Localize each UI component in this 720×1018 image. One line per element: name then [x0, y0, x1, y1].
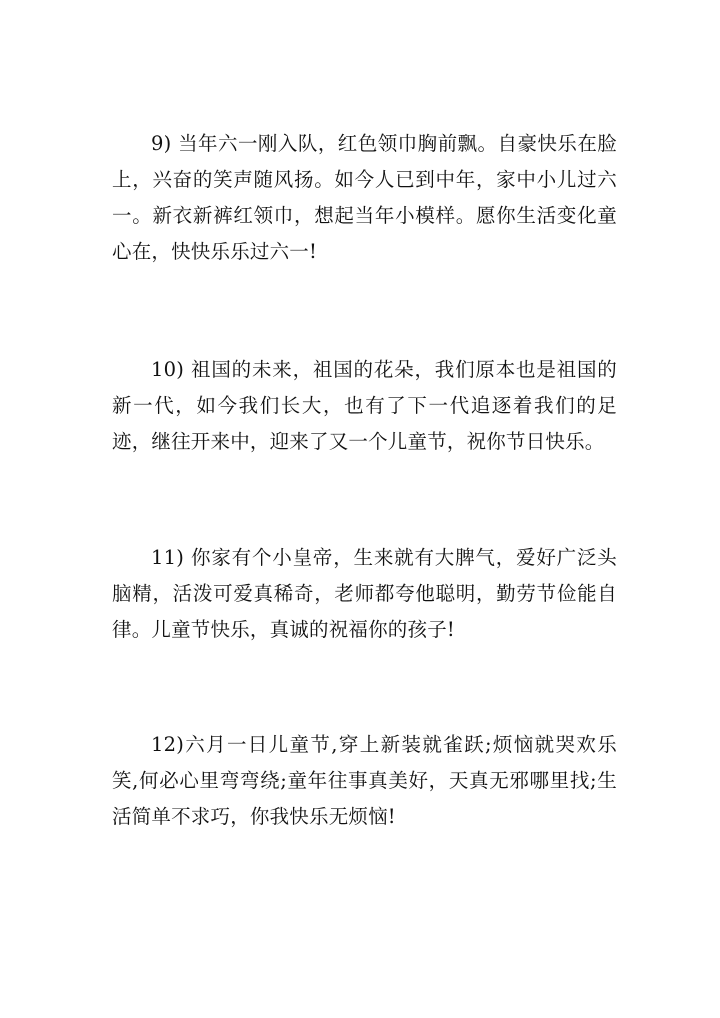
paragraph-9: 9) 当年六一刚入队，红色领巾胸前飘。自豪快乐在脸上，兴奋的笑声随风扬。如今人已到中年，家中小儿过六一。新衣新裤红领巾，想起当年小模样。愿你生活变化童心在，快快乐乐过六一! [112, 132, 617, 263]
paragraph-10: 10) 祖国的未来，祖国的花朵，我们原本也是祖国的新一代，如今我们长大，也有了下一代追逐着我们的足迹，继往开来中，迎来了又一个儿童节，祝你节日快乐。 [112, 358, 617, 453]
paragraph-12: 12)六月一日儿童节,穿上新装就雀跃;烦恼就哭欢乐笑,何必心里弯弯绕;童年往事真美好，天真无邪哪里找;生活简单不求巧，你我快乐无烦恼! [112, 733, 617, 828]
paragraph-11: 11) 你家有个小皇帝，生来就有大脾气，爱好广泛头脑精，活泼可爱真稀奇，老师都夸他聪明，勤劳节俭能自律。儿童节快乐，真诚的祝福你的孩子! [112, 546, 617, 641]
